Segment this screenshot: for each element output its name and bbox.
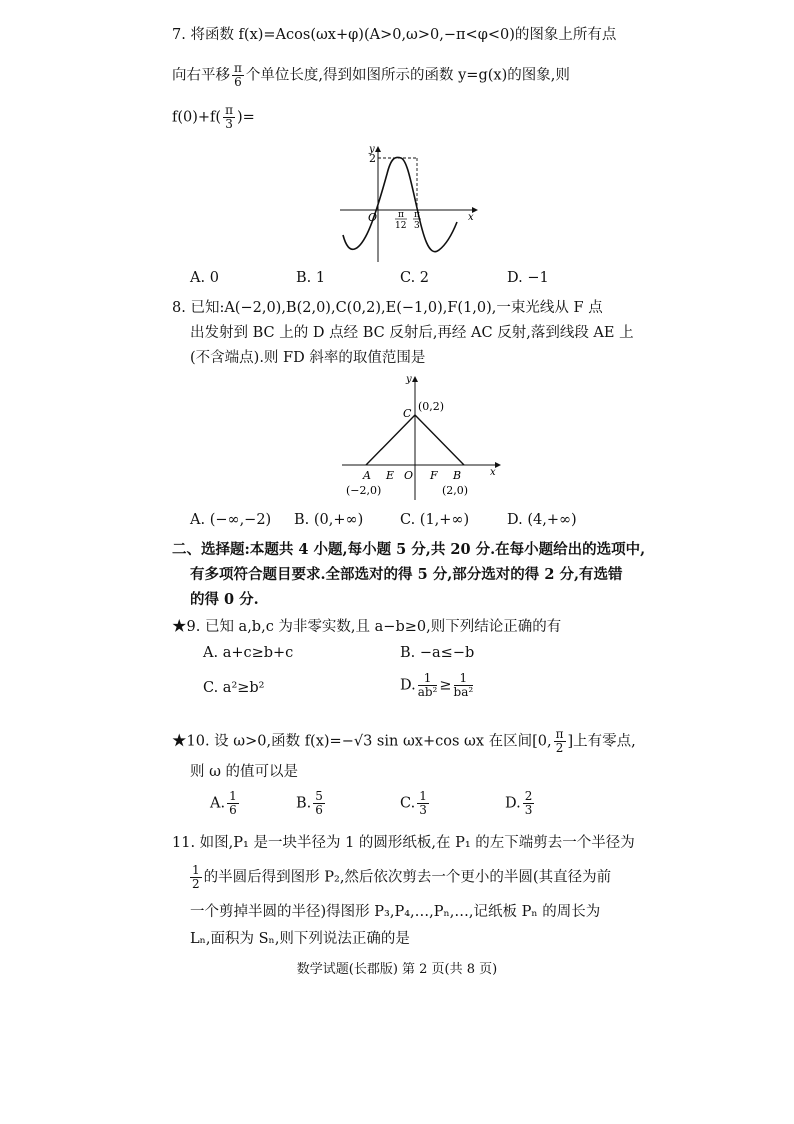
fraction: [190, 864, 202, 891]
segment-bc: [415, 415, 464, 465]
q8-line1: 8. 已知:A(−2,0),B(2,0),C(0,2),E(−1,0),F(1,0),一束光线从 F 点: [172, 300, 603, 316]
tick2-den: 3: [414, 221, 420, 231]
q7-option-b[interactable]: B. 1: [296, 270, 326, 286]
q10-stem: [172, 728, 636, 755]
option-label: D.: [400, 677, 416, 694]
frac-den: 3: [419, 803, 427, 817]
frac-num: 1: [229, 789, 237, 803]
y-label: y: [369, 144, 375, 155]
point-a-label: A: [363, 469, 371, 482]
frac-den: 6: [229, 803, 237, 817]
tick2-num: π: [414, 210, 420, 220]
max-label: 2: [369, 152, 376, 165]
y-axis-arrow: [412, 376, 418, 382]
fraction: [313, 790, 325, 817]
interval-open: [0,: [532, 733, 552, 750]
q7-option-a[interactable]: A. 0: [190, 270, 219, 286]
q7-line3-post: )=: [236, 109, 255, 126]
point-c-label: C: [403, 407, 412, 420]
fraction: [227, 790, 239, 817]
point-o-label: O: [404, 469, 414, 482]
cosine-curve: [343, 157, 457, 251]
x-axis-arrow: [495, 462, 501, 468]
frac-den: 6: [315, 803, 323, 817]
q7-line2: [172, 62, 692, 89]
x-label: x: [490, 467, 496, 478]
frac-num: π: [555, 727, 564, 741]
point-c-coord: (0,2): [418, 400, 445, 413]
point-b-coord: (2,0): [442, 484, 469, 497]
frac-den: 3: [524, 803, 533, 817]
q10-option-c[interactable]: [400, 790, 431, 817]
frac-num: 2: [524, 789, 533, 803]
frac-num: 5: [315, 789, 323, 803]
q7-shift-fraction: [232, 62, 244, 89]
origin-label: O: [368, 211, 378, 224]
interval-close: ]上有零点,: [567, 733, 636, 750]
q8-line3: (不含端点).则 FD 斜率的取值范围是: [190, 350, 426, 366]
page-footer: 数学试题(长郡版) 第 2 页(共 8 页): [296, 962, 498, 977]
frac-num: π: [225, 103, 233, 117]
option-label: D.: [505, 795, 521, 812]
frac-num: π: [234, 61, 242, 75]
q8-triangle-graph: [340, 370, 505, 505]
tick1-den: 12: [395, 221, 407, 231]
q10-option-b[interactable]: [296, 790, 327, 817]
frac-num: 1: [418, 672, 438, 686]
frac-den: 2: [555, 741, 564, 755]
tick1-num: π: [398, 210, 404, 220]
q11-line4: Lₙ,面积为 Sₙ,则下列说法正确的是: [190, 931, 410, 947]
q7-line2-post: 个单位长度,得到如图所示的函数 y=g(x)的图象,则: [245, 67, 570, 84]
x-label: x: [468, 212, 474, 223]
frac-den: 6: [234, 75, 242, 89]
y-label: y: [406, 374, 412, 385]
frac-den: 3: [225, 117, 233, 131]
q9-option-b[interactable]: B. −a≤−b: [400, 645, 475, 661]
q11-line2-post: 的半圆后得到图形 P₂,然后依次剪去一个更小的半圆(其直径为前: [203, 869, 612, 886]
q7-arg-fraction: [223, 104, 235, 131]
q11-line2: [188, 864, 611, 891]
frac-den: ab²: [417, 685, 438, 699]
q8-option-a[interactable]: A. (−∞,−2): [190, 512, 272, 528]
segment-ac: [366, 415, 415, 465]
q9-stem: ★9. 已知 a,b,c 为非零实数,且 a−b≥0,则下列结论正确的有: [172, 619, 562, 635]
q8-option-d[interactable]: D. (4,+∞): [507, 512, 577, 528]
point-f-label: F: [430, 469, 438, 482]
section2-line1: 二、选择题:本题共 4 小题,每小题 5 分,共 20 分.在每小题给出的选项中,: [172, 541, 646, 558]
option-label: B.: [296, 795, 312, 812]
frac-den: ba²: [453, 685, 474, 699]
frac-den: 2: [192, 877, 200, 891]
q10-option-d[interactable]: [505, 790, 536, 817]
q7-cosine-graph: [335, 140, 485, 265]
q9-option-c[interactable]: C. a²≥b²: [203, 680, 265, 696]
q8-line2: 出发射到 BC 上的 D 点经 BC 反射后,再经 AC 反射,落到线段 AE 上: [190, 325, 634, 341]
fraction: [523, 790, 535, 817]
point-a-coord: (−2,0): [346, 484, 382, 497]
frac-num: 1: [454, 672, 474, 686]
section2-line2: 有多项符合题目要求.全部选对的得 5 分,部分选对的得 2 分,有选错: [190, 566, 623, 583]
q10-line2: 则 ω 的值可以是: [190, 764, 299, 780]
frac-num: 1: [192, 863, 200, 877]
q10-stem-pre: ★10. 设 ω>0,函数 f(x)=−√3 sin ωx+cos ωx 在区间: [172, 733, 533, 750]
q8-option-c[interactable]: C. (1,+∞): [400, 512, 470, 528]
q9-option-a[interactable]: A. a+c≥b+c: [203, 645, 294, 661]
q8-option-b[interactable]: B. (0,+∞): [294, 512, 364, 528]
point-e-label: E: [386, 469, 395, 482]
fraction: [454, 672, 474, 699]
q11-line1: 11. 如图,P₁ 是一块半径为 1 的圆形纸板,在 P₁ 的左下端剪去一个半径为: [172, 835, 635, 851]
q11-line3: 一个剪掉半圆的半径)得图形 P₃,P₄,…,Pₙ,…,记纸板 Pₙ 的周长为: [190, 904, 601, 920]
q7-line2-pre: 向右平移: [172, 67, 230, 84]
q10-option-a[interactable]: [210, 790, 241, 817]
q7-line1: 7. 将函数 f(x)=Acos(ωx+φ)(A>0,ω>0,−π<φ<0)的图象上所有点: [172, 27, 617, 43]
fraction: [418, 672, 438, 699]
frac-num: 1: [419, 789, 427, 803]
option-label: C.: [400, 795, 416, 812]
point-b-label: B: [453, 469, 462, 482]
fraction: [417, 790, 429, 817]
q7-line3-pre: f(0)+f(: [172, 109, 222, 126]
section2-line3: 的得 0 分.: [190, 591, 259, 608]
fraction: [554, 728, 566, 755]
q7-line3: [172, 104, 692, 131]
relation: ≥: [439, 677, 452, 694]
q7-option-c[interactable]: C. 2: [400, 270, 430, 286]
q9-option-d[interactable]: [400, 672, 475, 699]
q7-option-d[interactable]: D. −1: [507, 270, 549, 286]
option-label: A.: [210, 795, 226, 812]
